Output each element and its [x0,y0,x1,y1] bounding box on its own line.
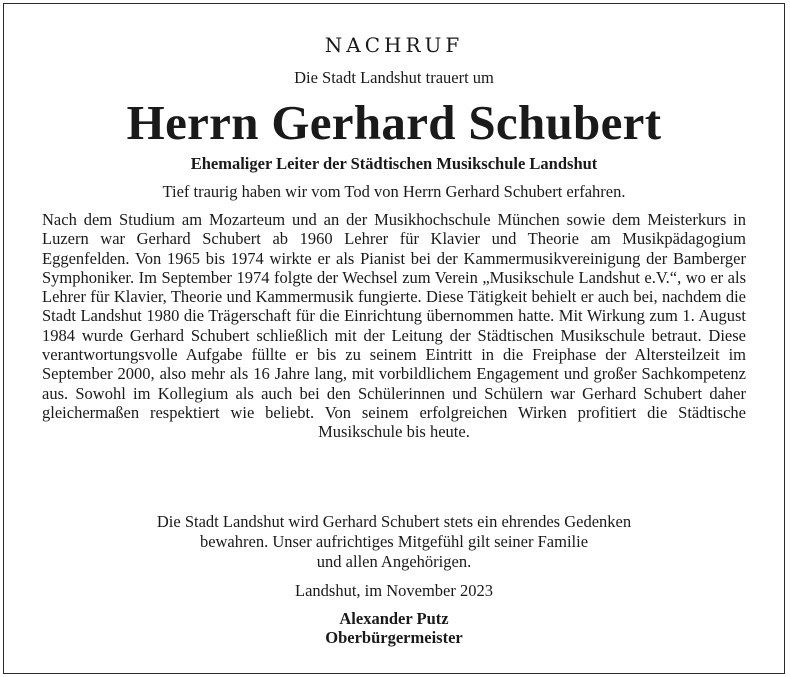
biography-paragraph: Nach dem Studium am Mozarteum und an der Musikhochschule München sowie dem Meisterkurs in Luzern war Gerhard Schubert ab 1960 Lehrer für Klavier und Theorie am Musikpädagogium Eggenfelden. Von 1965 bis 1974 wirkte er als Pianist bei der Kammermusikvereinigung der Bamberger Symphoniker. Im September 1974 folgte der Wechsel zum Verein „Musikschule Landshut e.V.“, wo er als Lehrer für Klavier, Theorie und Kammermusik fungierte. Diese Tätigkeit behielt er auch bei, nachdem die Stadt Landshut 1980 die Trägerschaft für die Einrichtung übernommen hatte. Mit Wirkung zum 1. August 1984 wurde Gerhard Schubert schließlich mit der Leitung der Städtischen Musikschule betraut. Diese verantwortungsvolle Aufgabe füllte er bis zu seinem Eintritt in die Freiphase der Altersteilzeit im September 2000, also mehr als 16 Jahre lang, mit vorbildlichem Engagement und großer Sachkompetenz aus. Sowohl im Kollegium als auch bei den Schülerinnen und Schülern war Gerhard Schubert daher gleichermaßen respektiert wie beliebt. Von seinem erfolgreichen Wirken profitiert die Städtische Musikschule bis heute. [42,210,746,442]
closing-line-2: bewahren. Unser aufrichtiges Mitgefühl gilt seiner Familie [199,532,589,551]
signature-block [42,609,746,647]
place-date: Landshut, im November 2023 [295,581,493,600]
signer-name: Alexander Putz [339,609,449,628]
deceased-name: Herrn Gerhard Schubert [126,95,662,150]
opening-sentence: Tief traurig haben wir vom Tod von Herrn Gerhard Schubert erfahren. [162,182,626,201]
notice-heading: NACHRUF [324,33,464,57]
closing-line-3: und allen Angehörigen. [316,552,472,571]
closing-paragraph [42,512,746,572]
intro-line: Die Stadt Landshut trauert um [294,68,494,87]
obituary-notice [3,3,785,674]
deceased-role: Ehemaliger Leiter der Städtischen Musikschule Landshut [190,154,598,173]
signer-title: Oberbürgermeister [325,628,463,647]
closing-line-1: Die Stadt Landshut wird Gerhard Schubert stets ein ehrendes Gedenken [156,512,632,531]
